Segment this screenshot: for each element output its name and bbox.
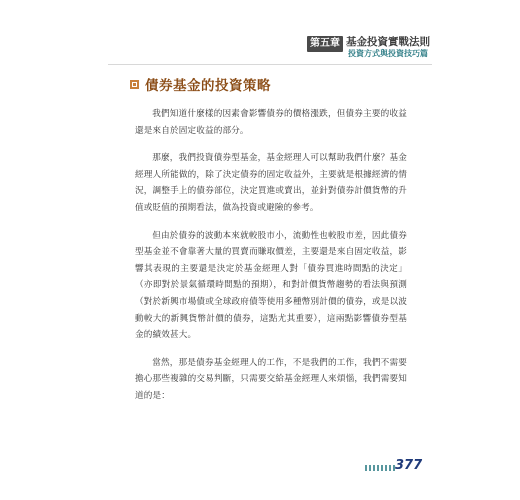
paragraph-4: 當然，那是債券基金經理人的工作，不是我們的工作，我們不需要擔心那些複雜的交易判斷，只需要交給基金經理人來煩惱，我們需要知道的是：: [135, 357, 407, 401]
paragraph-3: 但由於債券的波動本來就較股市小，流動性也較股市差，因此債券型基金並不會靠著大量的買賣而賺取價差，主要還是來自固定收益，影響其表現的主要還是決定於基金經理人對「債券買進時間點的決定」（亦即對於景氣循環時間點的預期），和對計價貨幣趨勢的看法與預測（對於新興市場債或全球政府債等使用多種幣別計價的債券，或是以波動較大的新興貨幣計價的債券，這點尤其重要），這兩點影響債券型基金的績效甚大。: [135, 230, 407, 341]
chapter-header: [307, 36, 430, 59]
chapter-title: 基金投資實戰法則: [346, 36, 430, 48]
paragraph-1: 我們知道什麼樣的因素會影響債券的價格漲跌，但債券主要的收益還是來自於固定收益的部分。: [135, 109, 407, 136]
footer-stripes-decoration: [365, 465, 395, 471]
chapter-badge: 第五章: [307, 36, 343, 52]
paragraph-2: 那麼，我們投資債券型基金，基金經理人可以幫助我們什麼？基金經理人所能做的，除了決定債券的固定收益外，主要就是根據經濟的情況，調整手上的債券部位，決定買進或賣出，並針對債券計價貨幣的升值或貶值的預期看法，做為投資或避險的參考。: [135, 153, 407, 213]
section-heading: [130, 74, 271, 94]
page-number: 377: [395, 458, 423, 473]
page-footer: [365, 458, 431, 478]
body-text: [135, 106, 407, 416]
chapter-titles: [346, 36, 430, 59]
header-divider: [108, 64, 432, 65]
section-title: 債券基金的投資策略: [145, 78, 271, 94]
chapter-subtitle: 投資方式與投資技巧篇: [348, 49, 428, 58]
square-bullet-icon: [130, 80, 139, 89]
